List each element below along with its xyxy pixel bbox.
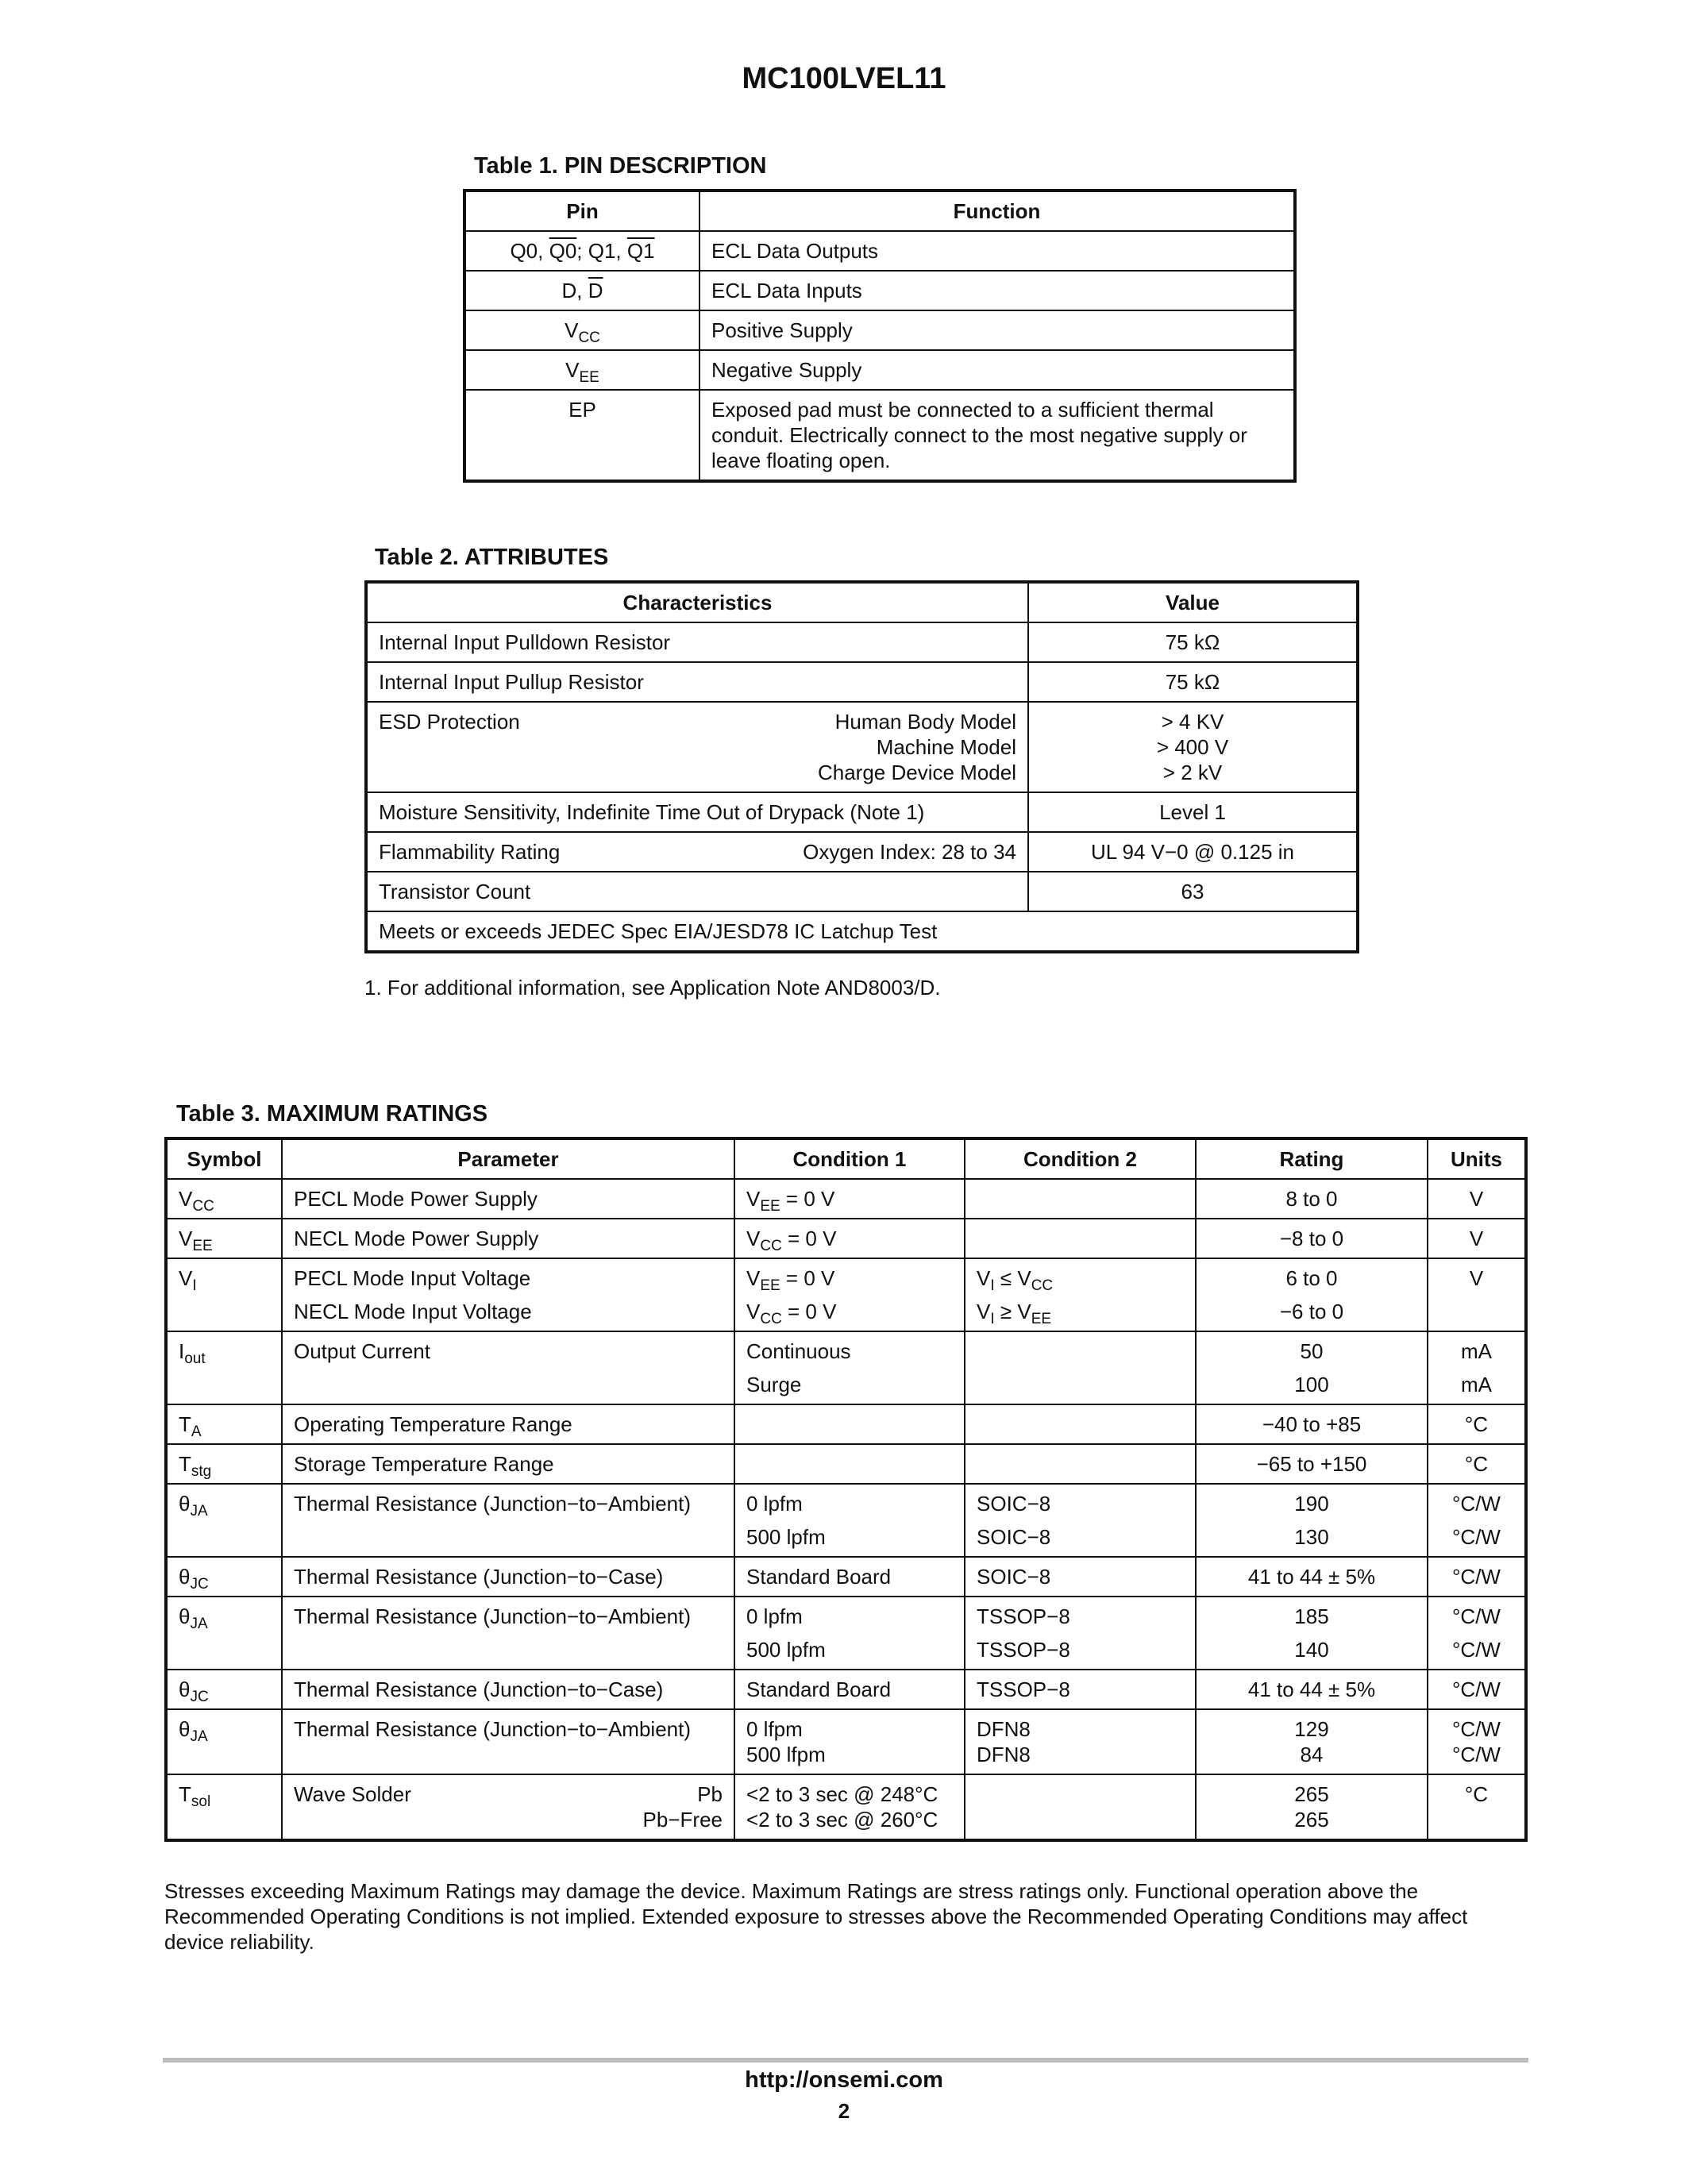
rating-cell: 190 130 bbox=[1196, 1484, 1428, 1557]
attributes-table bbox=[364, 580, 1359, 953]
condition2-cell bbox=[965, 1179, 1196, 1219]
parameter-cell: Output Current bbox=[282, 1331, 734, 1404]
column-header: Characteristics bbox=[366, 582, 1028, 622]
units-cell: V bbox=[1428, 1179, 1526, 1219]
parameter-cell: Operating Temperature Range bbox=[282, 1404, 734, 1444]
condition2-cell: $V_I \le V_{CC}$ $V_I \ge V_{EE}$ bbox=[965, 1258, 1196, 1331]
table-row bbox=[166, 1709, 1526, 1774]
column-header: Rating bbox=[1196, 1138, 1428, 1179]
symbol-cell: $\theta_{JA}$ bbox=[166, 1597, 282, 1670]
rating-cell: 41 to 44 ± 5% bbox=[1196, 1557, 1428, 1597]
parameter-cell: NECL Mode Power Supply bbox=[282, 1219, 734, 1258]
table-row bbox=[166, 1774, 1526, 1840]
condition1-cell: 0 lpfm 500 lpfm bbox=[734, 1597, 965, 1670]
parameter-cell: Storage Temperature Range bbox=[282, 1444, 734, 1484]
footnote: 1. For additional information, see Application Note AND8003/D. bbox=[364, 976, 941, 1000]
symbol-cell: $\theta_{JC}$ bbox=[166, 1670, 282, 1709]
characteristic-cell: Internal Input Pullup Resistor bbox=[366, 662, 1028, 702]
table-row bbox=[166, 1597, 1526, 1670]
units-cell: V bbox=[1428, 1258, 1526, 1331]
table-row bbox=[166, 1331, 1526, 1404]
pin-cell: $V_{CC}$ bbox=[464, 310, 699, 350]
value-cell: 75 kΩ bbox=[1028, 622, 1358, 662]
rating-cell: 50 100 bbox=[1196, 1331, 1428, 1404]
condition1-cell: 0 lpfm 500 lpfm bbox=[734, 1484, 965, 1557]
page-title: MC100LVEL11 bbox=[742, 62, 946, 95]
column-header: Units bbox=[1428, 1138, 1526, 1179]
table-row bbox=[166, 1670, 1526, 1709]
condition1-cell: $V_{EE} = 0$ V $V_{CC} = 0$ V bbox=[734, 1258, 965, 1331]
units-cell: °C bbox=[1428, 1444, 1526, 1484]
symbol-cell: $\theta_{JA}$ bbox=[166, 1484, 282, 1557]
value-cell: 75 kΩ bbox=[1028, 662, 1358, 702]
characteristic-cell: Internal Input Pulldown Resistor bbox=[366, 622, 1028, 662]
condition1-cell: 0 lfpm 500 lfpm bbox=[734, 1709, 965, 1774]
symbol-cell: $V_{EE}$ bbox=[166, 1219, 282, 1258]
column-header: Symbol bbox=[166, 1138, 282, 1179]
parameter-cell: Thermal Resistance (Junction−to−Case) bbox=[282, 1557, 734, 1597]
footer-divider bbox=[163, 2058, 1528, 2063]
rating-cell: −40 to +85 bbox=[1196, 1404, 1428, 1444]
characteristic-cell bbox=[366, 832, 1028, 872]
pin-cell: $V_{EE}$ bbox=[464, 350, 699, 390]
table-row bbox=[366, 622, 1358, 662]
condition1-cell bbox=[734, 1404, 965, 1444]
rating-cell: 8 to 0 bbox=[1196, 1179, 1428, 1219]
condition1-cell: $V_{EE} = 0$ V bbox=[734, 1179, 965, 1219]
value-cell bbox=[1028, 702, 1358, 792]
condition1-cell: $V_{CC} = 0$ V bbox=[734, 1219, 965, 1258]
table3-caption: Table 3. MAXIMUM RATINGS bbox=[176, 1101, 488, 1127]
flammability-condition: Oxygen Index: 28 to 34 bbox=[803, 840, 1016, 864]
condition2-cell bbox=[965, 1219, 1196, 1258]
parameter-cell: PECL Mode Power Supply bbox=[282, 1179, 734, 1219]
table-row bbox=[464, 271, 1295, 310]
units-cell: °C/W °C/W bbox=[1428, 1709, 1526, 1774]
rating-cell: 185 140 bbox=[1196, 1597, 1428, 1670]
condition1-cell: Standard Board bbox=[734, 1670, 965, 1709]
condition1-cell: <2 to 3 sec @ 248°C <2 to 3 sec @ 260°C bbox=[734, 1774, 965, 1840]
value-cell: Level 1 bbox=[1028, 792, 1358, 832]
symbol-cell: $T_{sol}$ bbox=[166, 1774, 282, 1840]
table-row bbox=[464, 390, 1295, 481]
function-cell: Exposed pad must be connected to a sufficient thermal conduit. Electrically connect to the most negative supply or leave floating open. bbox=[699, 390, 1295, 481]
pin-cell: D, $\overline{D}$ bbox=[464, 271, 699, 310]
table-row bbox=[166, 1444, 1526, 1484]
page-number: 2 bbox=[838, 2099, 850, 2123]
parameter-cell: PECL Mode Input Voltage NECL Mode Input Voltage bbox=[282, 1258, 734, 1331]
column-header: Pin bbox=[464, 191, 699, 231]
column-header: Function bbox=[699, 191, 1295, 231]
table-row bbox=[166, 1404, 1526, 1444]
function-cell: ECL Data Inputs bbox=[699, 271, 1295, 310]
esd-model: Charge Device Model bbox=[817, 761, 1016, 784]
characteristic-cell: Moisture Sensitivity, Indefinite Time Out of Drypack (Note 1) bbox=[366, 792, 1028, 832]
table-row bbox=[166, 1219, 1526, 1258]
condition2-cell: SOIC−8 bbox=[965, 1557, 1196, 1597]
characteristic-cell: Transistor Count bbox=[366, 872, 1028, 911]
table-row bbox=[366, 911, 1358, 952]
value-cell: UL 94 V−0 @ 0.125 in bbox=[1028, 832, 1358, 872]
characteristic-cell bbox=[366, 702, 1028, 792]
table-row bbox=[166, 1557, 1526, 1597]
table-row bbox=[464, 350, 1295, 390]
pin-description-table bbox=[463, 189, 1297, 483]
column-header: Value bbox=[1028, 582, 1358, 622]
table-row bbox=[366, 832, 1358, 872]
symbol-cell: $T_{stg}$ bbox=[166, 1444, 282, 1484]
parameter-cell: Thermal Resistance (Junction−to−Ambient) bbox=[282, 1709, 734, 1774]
condition2-cell bbox=[965, 1404, 1196, 1444]
stress-note: Stresses exceeding Maximum Ratings may damage the device. Maximum Ratings are stress ratings only. Functional operation above the Recommended Operating Conditions is not implied. Extended exposure to stresses above the Recommended Operating Conditions may affect device reliability. bbox=[164, 1879, 1468, 1954]
characteristic-cell: Meets or exceeds JEDEC Spec EIA/JESD78 IC Latchup Test bbox=[366, 911, 1358, 952]
units-cell: V bbox=[1428, 1219, 1526, 1258]
table-row bbox=[464, 310, 1295, 350]
column-header: Condition 2 bbox=[965, 1138, 1196, 1179]
function-cell: Negative Supply bbox=[699, 350, 1295, 390]
esd-model: Machine Model bbox=[876, 735, 1016, 759]
function-cell: Positive Supply bbox=[699, 310, 1295, 350]
symbol-cell: $\theta_{JA}$ bbox=[166, 1709, 282, 1774]
symbol-cell: $\theta_{JC}$ bbox=[166, 1557, 282, 1597]
table2-caption: Table 2. ATTRIBUTES bbox=[375, 545, 609, 570]
esd-value: > 4 KV bbox=[1161, 710, 1224, 734]
condition1-cell bbox=[734, 1444, 965, 1484]
column-header: Condition 1 bbox=[734, 1138, 965, 1179]
table-row bbox=[166, 1484, 1526, 1557]
condition1-cell: Continuous Surge bbox=[734, 1331, 965, 1404]
condition2-cell: TSSOP−8 bbox=[965, 1670, 1196, 1709]
rating-cell: −8 to 0 bbox=[1196, 1219, 1428, 1258]
condition2-cell bbox=[965, 1774, 1196, 1840]
condition2-cell: DFN8 DFN8 bbox=[965, 1709, 1196, 1774]
units-cell: °C/W °C/W bbox=[1428, 1484, 1526, 1557]
pin-cell: EP bbox=[464, 390, 699, 481]
symbol-cell: $I_{out}$ bbox=[166, 1331, 282, 1404]
esd-value: > 400 V bbox=[1156, 735, 1229, 759]
pin-cell: Q0, Q0; Q1, Q1 bbox=[464, 231, 699, 271]
condition2-cell: TSSOP−8 TSSOP−8 bbox=[965, 1597, 1196, 1670]
units-cell: °C bbox=[1428, 1774, 1526, 1840]
esd-model: Human Body Model bbox=[834, 710, 1016, 734]
value-cell: 63 bbox=[1028, 872, 1358, 911]
rating-cell: 6 to 0 −6 to 0 bbox=[1196, 1258, 1428, 1331]
parameter-cell: Thermal Resistance (Junction−to−Ambient) bbox=[282, 1597, 734, 1670]
table1-caption: Table 1. PIN DESCRIPTION bbox=[474, 153, 767, 179]
rating-cell: −65 to +150 bbox=[1196, 1444, 1428, 1484]
units-cell: °C bbox=[1428, 1404, 1526, 1444]
table-row bbox=[366, 792, 1358, 832]
condition2-cell bbox=[965, 1444, 1196, 1484]
units-cell: mA mA bbox=[1428, 1331, 1526, 1404]
footer-url[interactable]: http://onsemi.com bbox=[745, 2067, 943, 2093]
units-cell: °C/W °C/W bbox=[1428, 1597, 1526, 1670]
symbol-cell: $T_A$ bbox=[166, 1404, 282, 1444]
units-cell: °C/W bbox=[1428, 1670, 1526, 1709]
column-header: Parameter bbox=[282, 1138, 734, 1179]
table-row bbox=[366, 702, 1358, 792]
symbol-cell: $V_{CC}$ bbox=[166, 1179, 282, 1219]
table-row bbox=[166, 1258, 1526, 1331]
rating-cell: 129 84 bbox=[1196, 1709, 1428, 1774]
condition1-cell: Standard Board bbox=[734, 1557, 965, 1597]
esd-value: > 2 kV bbox=[1162, 761, 1223, 784]
symbol-cell: $V_I$ bbox=[166, 1258, 282, 1331]
maximum-ratings-table bbox=[164, 1137, 1528, 1842]
table-row bbox=[366, 662, 1358, 702]
esd-label: ESD Protection bbox=[379, 710, 520, 734]
table-row bbox=[166, 1179, 1526, 1219]
condition2-cell: SOIC−8 SOIC−8 bbox=[965, 1484, 1196, 1557]
rating-cell: 265 265 bbox=[1196, 1774, 1428, 1840]
table-row bbox=[464, 231, 1295, 271]
flammability-label: Flammability Rating bbox=[379, 840, 561, 864]
condition2-cell bbox=[965, 1331, 1196, 1404]
table-row bbox=[366, 872, 1358, 911]
parameter-cell: Wave Solder Pb Pb−Free bbox=[282, 1774, 734, 1840]
parameter-cell: Thermal Resistance (Junction−to−Ambient) bbox=[282, 1484, 734, 1557]
function-cell: ECL Data Outputs bbox=[699, 231, 1295, 271]
parameter-cell: Thermal Resistance (Junction−to−Case) bbox=[282, 1670, 734, 1709]
rating-cell: 41 to 44 ± 5% bbox=[1196, 1670, 1428, 1709]
units-cell: °C/W bbox=[1428, 1557, 1526, 1597]
